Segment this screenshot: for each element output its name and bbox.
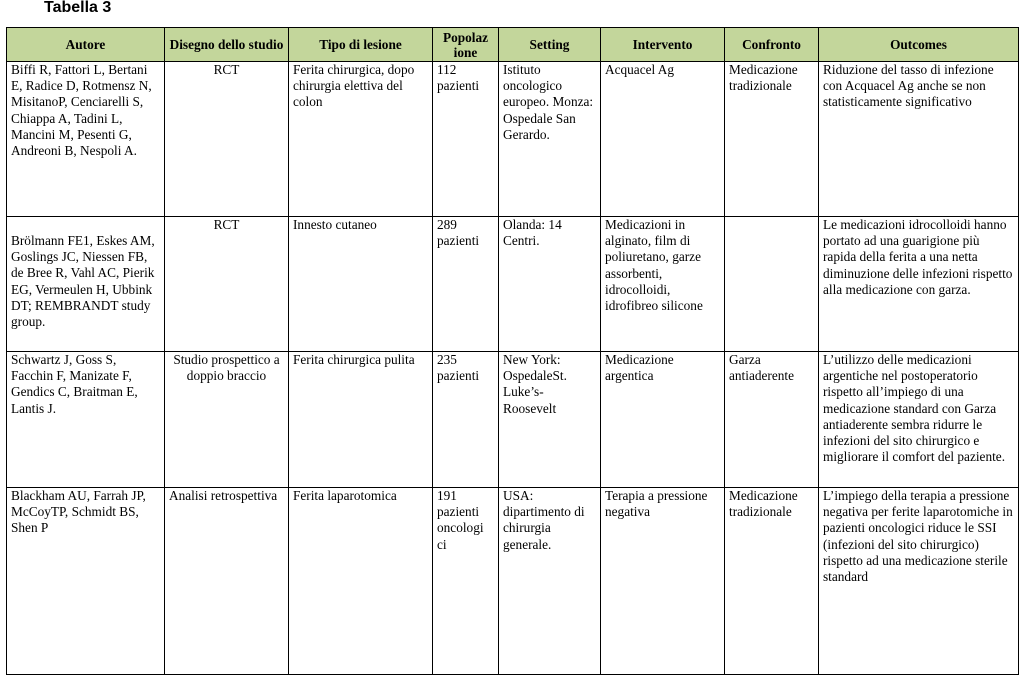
header-popolazione: Popolaz ione [433, 28, 499, 62]
header-confronto: Confronto [725, 28, 819, 62]
cell-popolazione: 112 pazienti [433, 62, 499, 217]
cell-setting: Istituto oncologico europeo. Monza: Ospedale San Gerardo. [499, 62, 601, 217]
cell-disegno: Studio prospettico a doppio braccio [165, 352, 289, 488]
cell-outcomes: Riduzione del tasso di infezione con Acquacel Ag anche se non statisticamente significativo [819, 62, 1019, 217]
cell-popolazione: 235 pazienti [433, 352, 499, 488]
cell-tipo: Ferita laparotomica [289, 488, 433, 675]
table-title: Tabella 3 [44, 0, 112, 16]
cell-confronto [725, 217, 819, 352]
cell-setting: USA: dipartimento di chirurgia generale. [499, 488, 601, 675]
table-row [7, 488, 1019, 675]
header-intervento: Intervento [601, 28, 725, 62]
cell-disegno: RCT [165, 217, 289, 352]
table-row [7, 62, 1019, 217]
cell-disegno: RCT [165, 62, 289, 217]
cell-popolazione: 191 pazienti oncologi ci [433, 488, 499, 675]
cell-autore: Biffi R, Fattori L, Bertani E, Radice D, Rotmensz N, MisitanoP, Cenciarelli S, Chiappa A, Tadini L, Mancini M, Pesenti G, Andreoni B, Nespoli A. [7, 62, 165, 217]
cell-setting: Olanda: 14 Centri. [499, 217, 601, 352]
cell-confronto: Medicazione tradizionale [725, 62, 819, 217]
header-autore: Autore [7, 28, 165, 62]
cell-autore-text: Brölmann FE1, Eskes AM, Goslings JC, Niessen FB, de Bree R, Vahl AC, Pierik EG, Vermeulen H, Ubbink DT; REMBRANDT study group. [11, 233, 155, 330]
cell-tipo: Ferita chirurgica, dopo chirurgia elettiva del colon [289, 62, 433, 217]
cell-tipo: Innesto cutaneo [289, 217, 433, 352]
cell-autore [7, 217, 165, 352]
header-setting: Setting [499, 28, 601, 62]
cell-disegno: Analisi retrospettiva [165, 488, 289, 675]
cell-autore: Blackham AU, Farrah JP, McCoyTP, Schmidt BS, Shen P [7, 488, 165, 675]
header-row [7, 28, 1019, 62]
cell-setting: New York: OspedaleSt. Luke’s-Roosevelt [499, 352, 601, 488]
cell-popolazione: 289 pazienti [433, 217, 499, 352]
cell-intervento: Terapia a pressione negativa [601, 488, 725, 675]
cell-intervento: Acquacel Ag [601, 62, 725, 217]
cell-outcomes: L’impiego della terapia a pressione negativa per ferite laparotomiche in pazienti oncologici riduce le SSI (infezioni del sito chirurgico) rispetto ad una medicazione sterile standard [819, 488, 1019, 675]
cell-confronto: Garza antiaderente [725, 352, 819, 488]
cell-intervento: Medicazione argentica [601, 352, 725, 488]
cell-outcomes: L’utilizzo delle medicazioni argentiche nel postoperatorio rispetto all’impiego di una medicazione standard con Garza antiaderente sembra ridurre le infezioni del sito chirurgico e migliorare il comfort del paziente. [819, 352, 1019, 488]
table-row [7, 217, 1019, 352]
cell-confronto: Medicazione tradizionale [725, 488, 819, 675]
cell-outcomes: Le medicazioni idrocolloidi hanno portato ad una guarigione più rapida della ferita a una netta diminuzione delle infezioni rispetto alla medicazione con garza. [819, 217, 1019, 352]
header-tipo-lesione: Tipo di lesione [289, 28, 433, 62]
table-row [7, 352, 1019, 488]
cell-tipo: Ferita chirurgica pulita [289, 352, 433, 488]
studies-table [6, 27, 1019, 675]
cell-intervento: Medicazioni in alginato, film di poliuretano, garze assorbenti, idrocolloidi, idrofibreo silicone [601, 217, 725, 352]
header-disegno-studio: Disegno dello studio [165, 28, 289, 62]
header-outcomes: Outcomes [819, 28, 1019, 62]
cell-autore: Schwartz J, Goss S, Facchin F, Manizate F, Gendics C, Braitman E, Lantis J. [7, 352, 165, 488]
